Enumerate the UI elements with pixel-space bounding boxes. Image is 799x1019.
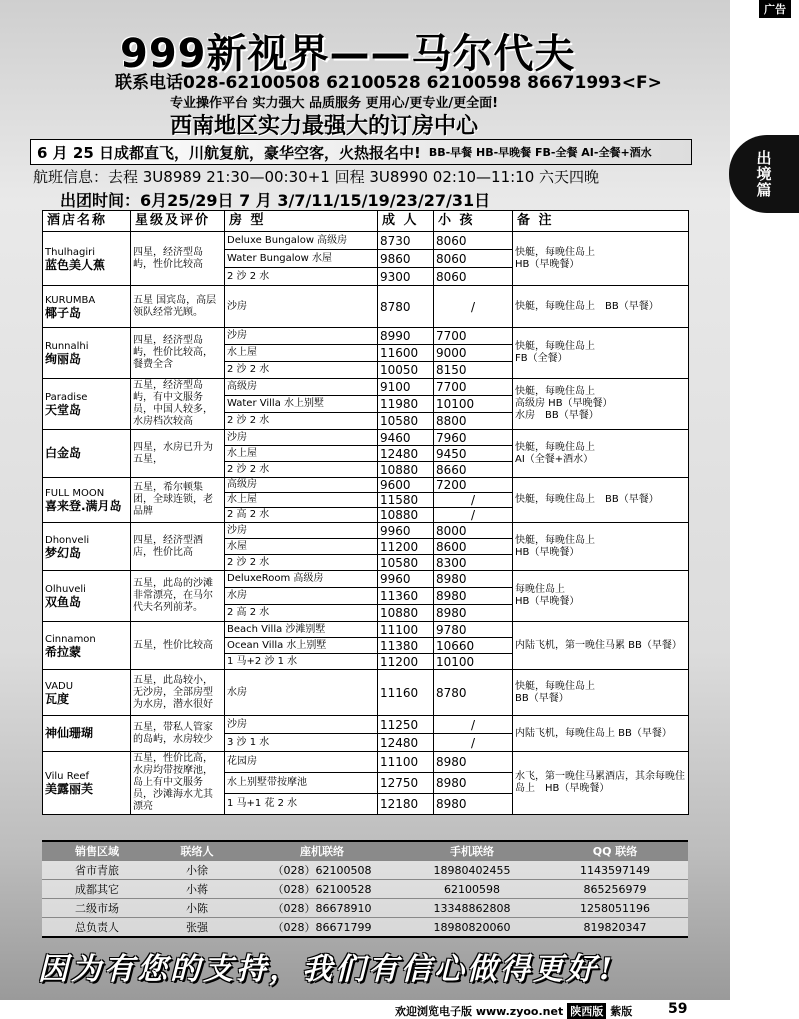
child-price: 8780 (434, 670, 513, 716)
room-type: 沙房 (225, 523, 378, 539)
edition-label: 紫版 (610, 1005, 633, 1018)
room-type: 水上别墅带按摩池 (225, 773, 378, 794)
hotel-note: 快艇，每晚住岛上 BB（早餐） (513, 286, 689, 328)
contact-cell: 二级市场 (42, 899, 152, 918)
hotel-name-cell (43, 328, 131, 379)
page-number: 59 (668, 1001, 688, 1017)
hotel-name-cell (43, 571, 131, 622)
room-type: Water Villa 水上别墅 (225, 396, 378, 413)
room-type: 2 高 2 水 (225, 508, 378, 523)
hotel-note: 水飞，第一晚住马累酒店，其余每晚住岛上 HB（早晚餐） (513, 752, 689, 815)
child-price: / (434, 716, 513, 734)
adult-price: 10580 (378, 555, 434, 571)
room-type: 水上屋 (225, 446, 378, 462)
closing-slogan: 因为有您的支持，我们有信心做得更好! (38, 952, 616, 987)
hotel-name-en: Paradise (45, 392, 88, 403)
contact-row (42, 861, 688, 880)
adult-price: 11580 (378, 493, 434, 508)
adult-price: 9960 (378, 523, 434, 539)
hotel-note: 快艇，每晚住岛上 HB（早晚餐） (513, 232, 689, 286)
adult-price: 8780 (378, 286, 434, 328)
contact-row (42, 880, 688, 899)
table-row (43, 379, 689, 396)
child-price: 8980 (434, 588, 513, 605)
room-type: Beach Villa 沙滩别墅 (225, 622, 378, 638)
child-price: / (434, 734, 513, 752)
ad-tag: 广告 (759, 0, 791, 18)
room-type: 高级房 (225, 379, 378, 396)
adult-price: 10050 (378, 362, 434, 379)
hotel-name-cn: 梦幻岛 (45, 545, 82, 560)
table-row (43, 523, 689, 539)
hotel-rating: 五星，性价比高，水房均带按摩池，岛上有中文服务员，沙滩海水尤其漂亮 (131, 752, 225, 815)
contact-header-row (42, 841, 688, 861)
hotel-note: 快艇，每晚住岛上 高级房 HB（早晚餐） 水房 BB（早餐） (513, 379, 689, 430)
hotel-name-cn: 双鱼岛 (45, 595, 82, 609)
room-type: 水房 (225, 670, 378, 716)
hotel-name-en: KURUMBA (45, 294, 96, 306)
child-price: / (434, 508, 513, 523)
contact-cell: 成都其它 (42, 880, 152, 899)
room-type: 水屋 (225, 539, 378, 555)
hotel-name-en: Vilu Reef (45, 771, 90, 782)
hotel-name-cn: 希拉蒙 (45, 644, 82, 659)
contact-cell: 13348862808 (402, 899, 542, 918)
child-price: 8660 (434, 462, 513, 478)
hotel-name-cn: 白金岛 (45, 446, 82, 460)
room-type: 水上屋 (225, 345, 378, 362)
column-header: 酒店名称 (43, 211, 131, 232)
room-type: 水房 (225, 588, 378, 605)
adult-price: 12180 (378, 794, 434, 815)
hotel-name-cell (43, 752, 131, 815)
child-price: 8980 (434, 571, 513, 588)
hotel-rating: 五星，性价比较高 (131, 622, 225, 670)
child-price: 8600 (434, 539, 513, 555)
adult-price: 11380 (378, 638, 434, 654)
column-header: 小 孩 (434, 211, 513, 232)
hotel-rating: 五星，希尔顿集团，全球连锁，老品牌 (131, 478, 225, 523)
hotel-note: 快艇，每晚住岛上 BB（早餐） (513, 478, 689, 523)
hotel-rating: 五星，此岛的沙滩非常漂亮，在马尔代夫名列前茅。 (131, 571, 225, 622)
contact-cell: （028）62100528 (242, 880, 402, 899)
room-type: 花园房 (225, 752, 378, 773)
child-price: 8150 (434, 362, 513, 379)
hotel-name-cn: 蓝色美人蕉 (45, 257, 106, 272)
hotel-rating: 四星，水房已升为五星， (131, 430, 225, 478)
hotel-name (45, 770, 128, 796)
headline: 999新视界——马尔代夫 (120, 31, 576, 77)
column-header: 备 注 (513, 211, 689, 232)
contact-cell: 总负责人 (42, 918, 152, 938)
adult-price: 11360 (378, 588, 434, 605)
hotel-rating: 五星，此岛较小，无沙房，全部房型为水房，潜水很好 (131, 670, 225, 716)
contact-cell: 1258051196 (542, 899, 688, 918)
hotel-price-table (42, 210, 689, 815)
hotel-name-cell (43, 430, 131, 478)
adult-price: 8730 (378, 232, 434, 250)
contact-cell: 省市青旅 (42, 861, 152, 880)
hotel-rating: 五星，带私人管家的岛屿，水房较少 (131, 716, 225, 752)
table-row (43, 622, 689, 638)
subheadline: 西南地区实力最强大的订房中心 (170, 114, 479, 139)
adult-price: 9300 (378, 268, 434, 286)
flight-info: 航班信息：去程 3U8989 21:30—00:30+1 回程 3U8990 02:10—11:10 六天四晚 (33, 168, 600, 186)
hotel-name-cn: 喜来登.满月岛 (45, 499, 122, 513)
table-row (43, 571, 689, 588)
child-price: 7700 (434, 328, 513, 345)
slogan: 专业操作平台 实力强大 品质服务 更用心/更专业/更全面! (170, 96, 499, 111)
hotel-name-cn: 瓦度 (45, 691, 70, 706)
child-price: 8060 (434, 268, 513, 286)
hotel-name-en: FULL MOON (45, 488, 105, 499)
child-price: 9000 (434, 345, 513, 362)
hotel-name-cell (43, 232, 131, 286)
adult-price: 9100 (378, 379, 434, 396)
departure-schedule: 出团时间：6月25/29日 7 月 3/7/11/15/19/23/27/31日 (60, 191, 491, 210)
adult-price: 11980 (378, 396, 434, 413)
child-price: 7200 (434, 478, 513, 493)
hotel-name (45, 294, 128, 320)
child-price: 7960 (434, 430, 513, 446)
child-price: 7700 (434, 379, 513, 396)
hotel-name (45, 447, 128, 460)
hotel-note: 内陆飞机，第一晚住马累 BB（早餐） (513, 622, 689, 670)
hotel-rating: 五星 国宾岛，高层领队经常光顾。 (131, 286, 225, 328)
room-type: 2 沙 2 水 (225, 268, 378, 286)
hotel-name-cell (43, 523, 131, 571)
column-header: 房 型 (225, 211, 378, 232)
hotel-name (45, 534, 128, 560)
hotel-name-en: Cinnamon (45, 633, 96, 645)
footer-url: 欢迎浏览电子版 www.zyoo.net (395, 1005, 564, 1018)
child-price: 8000 (434, 523, 513, 539)
hotel-note: 每晚住岛上 HB（早晚餐） (513, 571, 689, 622)
hotel-name-cell (43, 670, 131, 716)
child-price: 9780 (434, 622, 513, 638)
hotel-name (45, 633, 128, 659)
hotel-name (45, 340, 128, 366)
contact-cell: 张强 (152, 918, 242, 938)
table-row (43, 478, 689, 493)
hotel-name-cn: 天堂岛 (45, 403, 82, 417)
room-type: 1 马+2 沙 1 水 (225, 654, 378, 670)
contact-cell: 小陈 (152, 899, 242, 918)
adult-price: 11160 (378, 670, 434, 716)
hotel-rating: 四星，经济型酒店，性价比高 (131, 523, 225, 571)
child-price: 8980 (434, 773, 513, 794)
room-type: 2 沙 2 水 (225, 413, 378, 430)
hotel-name-en: VADU (45, 680, 74, 692)
adult-price: 11250 (378, 716, 434, 734)
adult-price: 10880 (378, 462, 434, 478)
room-type: 2 高 2 水 (225, 605, 378, 622)
child-price: 10660 (434, 638, 513, 654)
child-price: 9450 (434, 446, 513, 462)
contact-column-header: QQ 联络 (542, 841, 688, 861)
contact-cell: 小徐 (152, 861, 242, 880)
room-type: 水上屋 (225, 493, 378, 508)
contact-cell: （028）86678910 (242, 899, 402, 918)
contact-column-header: 座机联络 (242, 841, 402, 861)
contact-row (42, 899, 688, 918)
hotel-name (45, 583, 128, 609)
table-row (43, 328, 689, 345)
contact-cell: （028）62100508 (242, 861, 402, 880)
adult-price: 12480 (378, 446, 434, 462)
child-price: 8980 (434, 605, 513, 622)
child-price: 8980 (434, 752, 513, 773)
adult-price: 9860 (378, 250, 434, 268)
room-type: 2 沙 2 水 (225, 555, 378, 571)
edition-box: 陕西版 (567, 1003, 606, 1019)
room-type: 2 沙 2 水 (225, 362, 378, 379)
contact-column-header: 手机联络 (402, 841, 542, 861)
contact-cell: （028）86671799 (242, 918, 402, 938)
adult-price: 11100 (378, 752, 434, 773)
hotel-name (45, 727, 128, 740)
hotel-name-cell (43, 478, 131, 523)
hotel-name (45, 487, 128, 513)
adult-price: 9960 (378, 571, 434, 588)
room-type: 高级房 (225, 478, 378, 493)
adult-price: 10880 (378, 605, 434, 622)
hotel-rating: 四星，经济型岛屿，性价比较高，餐费全含 (131, 328, 225, 379)
adult-price: 12480 (378, 734, 434, 752)
room-type: 1 马+1 花 2 水 (225, 794, 378, 815)
adult-price: 11600 (378, 345, 434, 362)
contact-column-header: 销售区域 (42, 841, 152, 861)
contact-column-header: 联络人 (152, 841, 242, 861)
hotel-name-en: Olhuveli (45, 584, 86, 595)
adult-price: 9460 (378, 430, 434, 446)
room-type: 2 沙 2 水 (225, 462, 378, 478)
section-tab (729, 135, 799, 213)
column-header: 星级及评价 (131, 211, 225, 232)
hotel-note: 快艇，每晚住岛上 BB（早餐） (513, 670, 689, 716)
hotel-name-cell (43, 622, 131, 670)
room-type: Ocean Villa 水上别墅 (225, 638, 378, 654)
contact-table (42, 840, 688, 938)
adult-price: 11200 (378, 654, 434, 670)
hotel-name-en: Runnalhi (45, 341, 89, 352)
hotel-rating: 四星，经济型岛屿，性价比较高 (131, 232, 225, 286)
hotel-name-cell (43, 716, 131, 752)
promo-banner (30, 139, 692, 165)
adult-price: 9600 (378, 478, 434, 493)
contact-cell: 18980820060 (402, 918, 542, 938)
adult-price: 12750 (378, 773, 434, 794)
adult-price: 8990 (378, 328, 434, 345)
table-row (43, 232, 689, 250)
hotel-note: 快艇，每晚住岛上 HB（早晚餐） (513, 523, 689, 571)
contact-cell: 小蒋 (152, 880, 242, 899)
contact-cell: 1143597149 (542, 861, 688, 880)
contact-cell: 18980402455 (402, 861, 542, 880)
hotel-name-cn: 神仙珊瑚 (45, 726, 94, 740)
child-price: 8060 (434, 232, 513, 250)
child-price: / (434, 286, 513, 328)
hotel-name (45, 246, 128, 272)
table-header-row (43, 211, 689, 232)
room-type: 沙房 (225, 286, 378, 328)
room-type: 沙房 (225, 716, 378, 734)
child-price: 10100 (434, 654, 513, 670)
hotel-note: 快艇，每晚住岛上 FB（全餐） (513, 328, 689, 379)
room-type: 沙房 (225, 430, 378, 446)
room-type: 3 沙 1 水 (225, 734, 378, 752)
hotel-name-en: Thulhagiri (45, 246, 96, 258)
hotel-name-en: Dhonveli (45, 534, 90, 546)
hotel-name-cn: 椰子岛 (45, 305, 82, 320)
room-type: DeluxeRoom 高级房 (225, 571, 378, 588)
hotel-note: 内陆飞机，每晚住岛上 BB（早餐） (513, 716, 689, 752)
child-price: 10100 (434, 396, 513, 413)
adult-price: 10880 (378, 508, 434, 523)
hotel-name-cn: 美露丽芙 (45, 782, 94, 796)
hotel-note: 快艇，每晚住岛上 AI（全餐+酒水） (513, 430, 689, 478)
contact-cell: 819820347 (542, 918, 688, 938)
table-row (43, 670, 689, 716)
table-row (43, 752, 689, 773)
table-row (43, 286, 689, 328)
adult-price: 11200 (378, 539, 434, 555)
child-price: 8060 (434, 250, 513, 268)
hotel-rating: 五星，经济型岛屿，有中文服务员，中国人较多，水房档次较高 (131, 379, 225, 430)
table-row (43, 716, 689, 734)
contact-cell: 62100598 (402, 880, 542, 899)
child-price: 8300 (434, 555, 513, 571)
hotel-name-cell (43, 286, 131, 328)
hotel-name (45, 680, 128, 706)
adult-price: 10580 (378, 413, 434, 430)
table-row (43, 430, 689, 446)
hotel-name-cn: 绚丽岛 (45, 352, 82, 366)
adult-price: 11100 (378, 622, 434, 638)
contact-row (42, 918, 688, 938)
promo-main: 6 月 25 日成都直飞，川航复航，豪华空客，火热报名中! (37, 143, 421, 162)
contact-phones: 联系电话028-62100508 62100528 62100598 86671993<F> (115, 73, 662, 93)
room-type: Deluxe Bungalow 高级房 (225, 232, 378, 250)
hotel-name-cell (43, 379, 131, 430)
hotel-name (45, 391, 128, 417)
column-header: 成 人 (378, 211, 434, 232)
child-price: 8980 (434, 794, 513, 815)
section-tab-label: 出境篇 (754, 150, 773, 198)
room-type: Water Bungalow 水屋 (225, 250, 378, 268)
meal-codes: BB-早餐 HB-早晚餐 FB-全餐 AI-全餐+酒水 (428, 146, 652, 159)
child-price: / (434, 493, 513, 508)
contact-cell: 865256979 (542, 880, 688, 899)
child-price: 8800 (434, 413, 513, 430)
room-type: 沙房 (225, 328, 378, 345)
